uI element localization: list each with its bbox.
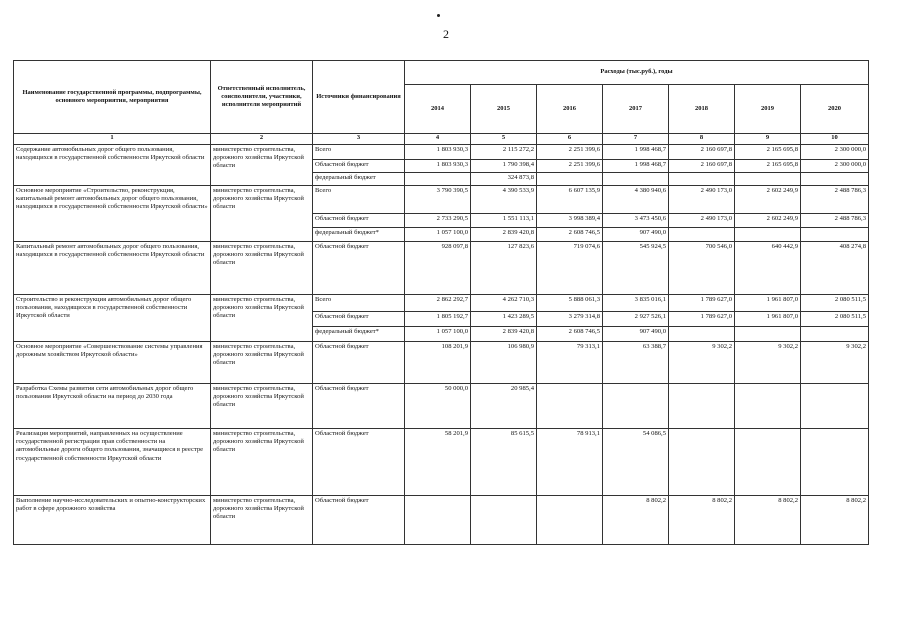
row-value-cell bbox=[537, 173, 603, 186]
row-value-cell bbox=[735, 228, 801, 242]
row-name-cell: Капитальный ремонт автомобильных дорог общего пользования, находящихся в государственной собственности Иркутской области bbox=[14, 242, 211, 295]
row-value-cell bbox=[669, 327, 735, 342]
header-year: 2018 bbox=[669, 85, 735, 134]
row-value-cell bbox=[735, 429, 801, 496]
header-year: 2015 bbox=[471, 85, 537, 134]
row-value-cell: 1 789 627,0 bbox=[669, 295, 735, 312]
row-value-cell: 9 302,2 bbox=[735, 342, 801, 384]
row-value-cell bbox=[735, 173, 801, 186]
row-value-cell: 2 300 000,0 bbox=[801, 160, 869, 173]
expenses-table bbox=[13, 60, 869, 545]
row-source-cell: Областной бюджет bbox=[313, 214, 405, 228]
row-value-cell: 907 490,0 bbox=[603, 228, 669, 242]
table-header bbox=[14, 61, 869, 145]
header-year: 2020 bbox=[801, 85, 869, 134]
row-value-cell: 2 608 746,5 bbox=[537, 228, 603, 242]
row-source-cell: федеральный бюджет* bbox=[313, 327, 405, 342]
row-value-cell bbox=[537, 496, 603, 545]
row-value-cell: 2 080 511,5 bbox=[801, 295, 869, 312]
page-number: 2 bbox=[443, 27, 449, 41]
column-number: 2 bbox=[211, 134, 313, 145]
row-value-cell bbox=[801, 173, 869, 186]
row-value-cell: 2 839 420,8 bbox=[471, 327, 537, 342]
row-value-cell: 2 733 290,5 bbox=[405, 214, 471, 228]
row-value-cell: 1 057 100,0 bbox=[405, 228, 471, 242]
row-value-cell: 1 961 807,0 bbox=[735, 312, 801, 327]
header-year: 2016 bbox=[537, 85, 603, 134]
row-name-cell: Разработка Схемы развития сети автомобильных дорог общего пользования Иркутской области на период до 2030 года bbox=[14, 384, 211, 429]
table-row bbox=[14, 384, 869, 429]
row-value-cell: 700 546,0 bbox=[669, 242, 735, 295]
row-value-cell: 2 490 173,0 bbox=[669, 186, 735, 214]
row-value-cell: 2 165 695,8 bbox=[735, 145, 801, 160]
row-value-cell: 1 998 468,7 bbox=[603, 160, 669, 173]
row-value-cell: 2 608 746,5 bbox=[537, 327, 603, 342]
row-source-cell: Областной бюджет bbox=[313, 429, 405, 496]
row-value-cell bbox=[801, 228, 869, 242]
table-row bbox=[14, 186, 869, 214]
column-number: 9 bbox=[735, 134, 801, 145]
row-responsible-cell: министерство строительства, дорожного хозяйства Иркутской области bbox=[211, 496, 313, 545]
table-row bbox=[14, 242, 869, 295]
row-value-cell: 2 300 000,0 bbox=[801, 145, 869, 160]
row-value-cell: 8 802,2 bbox=[669, 496, 735, 545]
table-row bbox=[14, 342, 869, 384]
row-value-cell: 8 802,2 bbox=[801, 496, 869, 545]
row-value-cell: 3 790 390,5 bbox=[405, 186, 471, 214]
row-source-cell: федеральный бюджет* bbox=[313, 228, 405, 242]
column-number: 8 bbox=[669, 134, 735, 145]
header-year: 2019 bbox=[735, 85, 801, 134]
row-value-cell bbox=[537, 384, 603, 429]
row-value-cell: 8 802,2 bbox=[735, 496, 801, 545]
row-value-cell: 2 251 399,6 bbox=[537, 145, 603, 160]
table-row bbox=[14, 496, 869, 545]
row-value-cell bbox=[471, 496, 537, 545]
row-name-cell: Выполнение научно-исследовательских и опытно-конструкторских работ в сфере дорожного хозяйства bbox=[14, 496, 211, 545]
row-value-cell bbox=[669, 228, 735, 242]
row-value-cell: 20 985,4 bbox=[471, 384, 537, 429]
row-value-cell: 3 473 450,6 bbox=[603, 214, 669, 228]
row-value-cell: 2 488 786,3 bbox=[801, 214, 869, 228]
row-value-cell: 127 823,6 bbox=[471, 242, 537, 295]
column-number: 10 bbox=[801, 134, 869, 145]
row-value-cell: 640 442,9 bbox=[735, 242, 801, 295]
table-body bbox=[14, 145, 869, 545]
row-value-cell bbox=[669, 384, 735, 429]
row-value-cell: 1 789 627,0 bbox=[669, 312, 735, 327]
row-value-cell: 4 390 533,9 bbox=[471, 186, 537, 214]
row-value-cell bbox=[405, 173, 471, 186]
row-value-cell bbox=[735, 384, 801, 429]
row-name-cell: Строительство и реконструкция автомобильных дорог общего пользования, находящихся в государственной собственности Иркутской области bbox=[14, 295, 211, 342]
row-value-cell: 85 615,5 bbox=[471, 429, 537, 496]
table-row bbox=[14, 429, 869, 496]
row-value-cell: 9 302,2 bbox=[669, 342, 735, 384]
row-value-cell: 1 961 807,0 bbox=[735, 295, 801, 312]
row-name-cell: Основное мероприятие «Совершенствование системы управления дорожным хозяйством Иркутской области» bbox=[14, 342, 211, 384]
row-value-cell: 1 803 930,3 bbox=[405, 160, 471, 173]
row-source-cell: Всего bbox=[313, 186, 405, 214]
table-row bbox=[14, 295, 869, 312]
row-value-cell: 1 803 930,3 bbox=[405, 145, 471, 160]
row-source-cell: Областной бюджет bbox=[313, 242, 405, 295]
header-year: 2014 bbox=[405, 85, 471, 134]
row-value-cell: 6 607 135,9 bbox=[537, 186, 603, 214]
column-number: 5 bbox=[471, 134, 537, 145]
row-value-cell: 2 927 526,1 bbox=[603, 312, 669, 327]
row-responsible-cell: министерство строительства, дорожного хозяйства Иркутской области bbox=[211, 384, 313, 429]
row-value-cell: 9 302,2 bbox=[801, 342, 869, 384]
row-value-cell bbox=[801, 429, 869, 496]
row-responsible-cell: министерство строительства, дорожного хозяйства Иркутской области bbox=[211, 242, 313, 295]
row-value-cell bbox=[801, 327, 869, 342]
header-expenses: Расходы (тыс.руб.), годы bbox=[405, 61, 869, 85]
row-value-cell: 324 873,8 bbox=[471, 173, 537, 186]
row-value-cell: 2 490 173,0 bbox=[669, 214, 735, 228]
row-value-cell: 5 888 061,3 bbox=[537, 295, 603, 312]
row-value-cell: 108 201,9 bbox=[405, 342, 471, 384]
column-number: 7 bbox=[603, 134, 669, 145]
row-value-cell: 2 862 292,7 bbox=[405, 295, 471, 312]
column-number: 6 bbox=[537, 134, 603, 145]
row-value-cell bbox=[735, 327, 801, 342]
row-source-cell: федеральный бюджет bbox=[313, 173, 405, 186]
row-value-cell: 3 279 314,8 bbox=[537, 312, 603, 327]
header-name: Наименование государственной программы, подпрограммы, основного мероприятия, мероприятия bbox=[14, 61, 211, 134]
row-value-cell: 58 201,9 bbox=[405, 429, 471, 496]
header-responsible: Ответственный исполнитель, соисполнители, участники, исполнители мероприятий bbox=[211, 61, 313, 134]
row-value-cell bbox=[405, 496, 471, 545]
row-value-cell: 78 913,1 bbox=[537, 429, 603, 496]
row-value-cell: 3 835 016,1 bbox=[603, 295, 669, 312]
row-value-cell: 2 160 697,8 bbox=[669, 160, 735, 173]
row-responsible-cell: министерство строительства, дорожного хозяйства Иркутской области bbox=[211, 429, 313, 496]
row-value-cell bbox=[669, 429, 735, 496]
row-source-cell: Областной бюджет bbox=[313, 384, 405, 429]
row-source-cell: Областной бюджет bbox=[313, 496, 405, 545]
row-source-cell: Областной бюджет bbox=[313, 160, 405, 173]
row-value-cell: 106 980,9 bbox=[471, 342, 537, 384]
row-responsible-cell: министерство строительства, дорожного хозяйства Иркутской области bbox=[211, 145, 313, 186]
row-value-cell: 907 490,0 bbox=[603, 327, 669, 342]
row-value-cell: 1 057 100,0 bbox=[405, 327, 471, 342]
row-value-cell: 1 423 289,5 bbox=[471, 312, 537, 327]
row-value-cell: 545 924,5 bbox=[603, 242, 669, 295]
row-value-cell: 4 262 710,3 bbox=[471, 295, 537, 312]
row-name-cell: Реализация мероприятий, направленных на осуществление государственной регистрации прав собственности на автомобильные дороги общего пользования, значащиеся в реестре государственной собственности Иркутской области bbox=[14, 429, 211, 496]
row-value-cell: 408 274,8 bbox=[801, 242, 869, 295]
row-name-cell: Основное мероприятие «Строительство, реконструкция, капитальный ремонт автомобильных дорог общего пользования, находящихся в государственной собственности Иркутской области» bbox=[14, 186, 211, 242]
row-responsible-cell: министерство строительства, дорожного хозяйства Иркутской области bbox=[211, 342, 313, 384]
row-source-cell: Областной бюджет bbox=[313, 312, 405, 327]
row-value-cell: 1 998 468,7 bbox=[603, 145, 669, 160]
table-row bbox=[14, 145, 869, 160]
row-value-cell: 2 488 786,3 bbox=[801, 186, 869, 214]
row-value-cell: 8 802,2 bbox=[603, 496, 669, 545]
row-value-cell: 1 551 113,1 bbox=[471, 214, 537, 228]
row-value-cell: 63 388,7 bbox=[603, 342, 669, 384]
row-name-cell: Содержание автомобильных дорог общего пользования, находящихся в государственной собственности Иркутской области bbox=[14, 145, 211, 186]
row-value-cell: 928 097,8 bbox=[405, 242, 471, 295]
row-value-cell: 79 313,1 bbox=[537, 342, 603, 384]
row-value-cell: 2 160 697,8 bbox=[669, 145, 735, 160]
column-number: 4 bbox=[405, 134, 471, 145]
row-value-cell: 2 839 420,8 bbox=[471, 228, 537, 242]
row-value-cell: 50 000,0 bbox=[405, 384, 471, 429]
row-source-cell: Всего bbox=[313, 295, 405, 312]
row-value-cell: 2 115 272,2 bbox=[471, 145, 537, 160]
row-responsible-cell: министерство строительства, дорожного хозяйства Иркутской области bbox=[211, 186, 313, 242]
row-value-cell bbox=[603, 173, 669, 186]
column-number: 1 bbox=[14, 134, 211, 145]
row-value-cell: 2 602 249,9 bbox=[735, 186, 801, 214]
row-source-cell: Всего bbox=[313, 145, 405, 160]
page-dot-mark bbox=[437, 14, 440, 17]
row-value-cell: 2 251 399,6 bbox=[537, 160, 603, 173]
row-value-cell: 2 602 249,9 bbox=[735, 214, 801, 228]
row-value-cell bbox=[801, 384, 869, 429]
row-responsible-cell: министерство строительства, дорожного хозяйства Иркутской области bbox=[211, 295, 313, 342]
row-value-cell: 1 805 192,7 bbox=[405, 312, 471, 327]
row-value-cell: 54 086,5 bbox=[603, 429, 669, 496]
header-year: 2017 bbox=[603, 85, 669, 134]
row-value-cell: 719 074,6 bbox=[537, 242, 603, 295]
row-source-cell: Областной бюджет bbox=[313, 342, 405, 384]
row-value-cell bbox=[603, 384, 669, 429]
column-number: 3 bbox=[313, 134, 405, 145]
row-value-cell: 4 380 940,6 bbox=[603, 186, 669, 214]
row-value-cell: 3 998 389,4 bbox=[537, 214, 603, 228]
row-value-cell: 2 080 511,5 bbox=[801, 312, 869, 327]
row-value-cell bbox=[669, 173, 735, 186]
row-value-cell: 2 165 695,8 bbox=[735, 160, 801, 173]
row-value-cell: 1 790 398,4 bbox=[471, 160, 537, 173]
header-sources: Источники финансирования bbox=[313, 61, 405, 134]
